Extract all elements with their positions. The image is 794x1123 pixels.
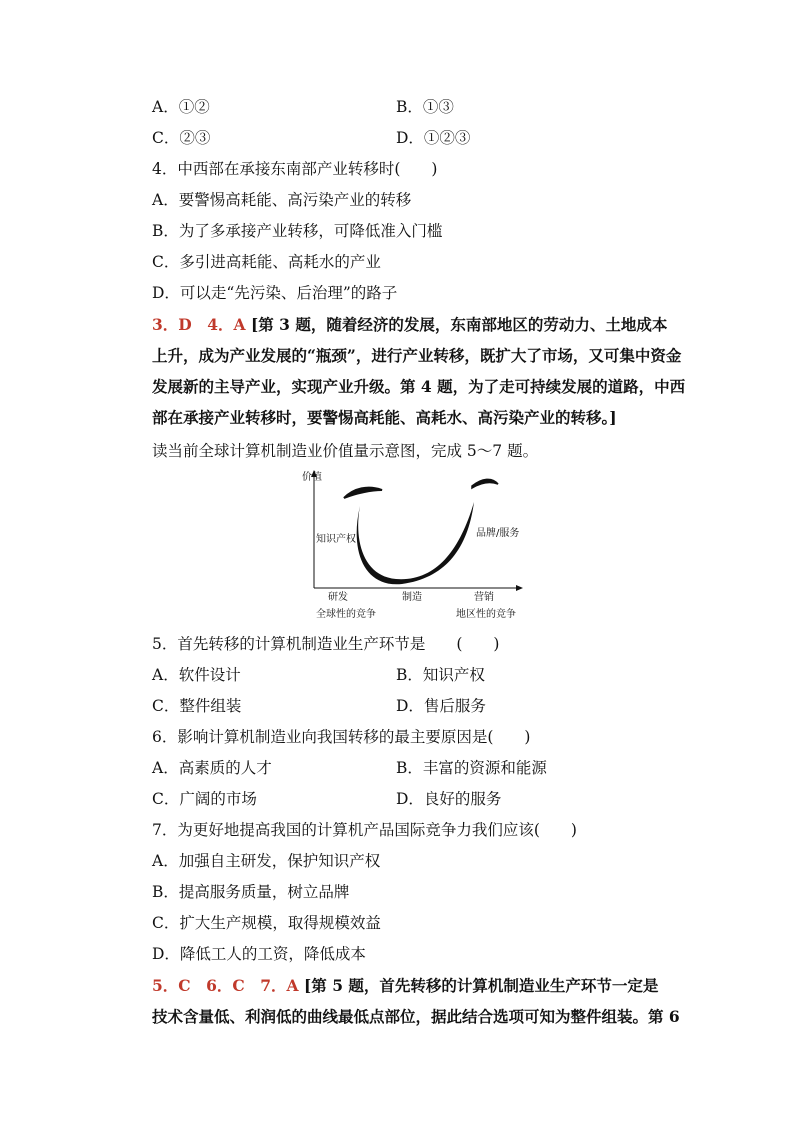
q4-option-b: B．为了多承接产业转移，可降低准入门槛: [152, 222, 443, 240]
q5-option-d: D．售后服务: [396, 697, 486, 715]
smile-curve-right-hook: [472, 479, 498, 488]
q5-option-c: C．整件组装: [152, 697, 242, 715]
bottom-label-regional: 地区性的竞争: [456, 609, 516, 620]
q5-stem: 5．首先转移的计算机制造业生产环节是 ( ): [152, 635, 500, 653]
q7-stem: 7．为更好地提高我国的计算机产品国际竞争力我们应该( ): [152, 821, 577, 839]
answer-3-4-line4: 部在承接产业转移时，要警惕高耗能、高耗水、高污染产业的转移。]: [152, 408, 617, 427]
q6-option-a: A．高素质的人才: [152, 759, 272, 777]
answer-5-7-text1: [第 5 题，首先转移的计算机制造业生产环节一定是: [303, 976, 659, 995]
q5-option-b: B．知识产权: [396, 666, 485, 684]
q4-option-d: D．可以走“先污染、后治理”的路子: [152, 284, 398, 302]
answer-5-7-line1: [152, 976, 658, 996]
q3-option-c: C．②③: [152, 129, 211, 147]
q6-option-c: C．广阔的市场: [152, 790, 257, 808]
answer-3-4-line1: [152, 315, 667, 335]
q6-option-b: B．丰富的资源和能源: [396, 759, 547, 777]
value-chain-chart: [296, 468, 536, 626]
q7-option-a: A．加强自主研发，保护知识产权: [152, 852, 381, 870]
answer-5-7-line2: 技术含量低、利润低的曲线最低点部位，据此结合选项可知为整件组装。第 6: [152, 1007, 680, 1026]
answer-3-4-key: 3．D 4．A: [152, 315, 246, 334]
q4-option-c: C．多引进高耗能、高耗水的产业: [152, 253, 381, 271]
q7-option-b: B．提高服务质量，树立品牌: [152, 883, 350, 901]
answer-3-4-line3: 发展新的主导产业，实现产业升级。第 4 题，为了走可持续发展的道路，中西: [152, 377, 686, 396]
q6-option-d: D．良好的服务: [396, 790, 502, 808]
x-tick-rd: 研发: [328, 592, 348, 603]
answer-3-4-text1: [第 3 题，随着经济的发展，东南部地区的劳动力、土地成本: [250, 315, 668, 334]
q7-option-c: C．扩大生产规模，取得规模效益: [152, 914, 381, 932]
annotation-ip: 知识产权: [316, 534, 356, 545]
annotation-brand: 品牌/服务: [476, 528, 520, 539]
q6-stem: 6．影响计算机制造业向我国转移的最主要原因是( ): [152, 728, 531, 746]
q4-stem: 4．中西部在承接东南部产业转移时( ): [152, 160, 438, 178]
answer-3-4-line2: 上升，成为产业发展的“瓶颈”，进行产业转移，既扩大了市场，又可集中资金: [152, 346, 682, 365]
x-tick-manufacturing: 制造: [402, 592, 422, 603]
x-tick-marketing: 营销: [474, 592, 494, 603]
intro-text: 读当前全球计算机制造业价值量示意图，完成 5～7 题。: [152, 442, 539, 460]
q3-option-a: A．①②: [152, 98, 210, 116]
q3-option-b: B．①③: [396, 98, 454, 116]
x-axis-arrow: [516, 585, 523, 591]
q7-option-d: D．降低工人的工资，降低成本: [152, 945, 366, 963]
y-axis-label: 价值: [302, 472, 322, 483]
bottom-label-global: 全球性的竞争: [316, 609, 376, 620]
q3-option-d: D．①②③: [396, 129, 471, 147]
smile-curve-left-hook: [344, 488, 382, 498]
q5-option-a: A．软件设计: [152, 666, 241, 684]
smile-curve: [357, 502, 474, 584]
q4-option-a: A．要警惕高耗能、高污染产业的转移: [152, 191, 412, 209]
answer-5-7-key: 5．C 6．C 7．A: [152, 976, 299, 995]
